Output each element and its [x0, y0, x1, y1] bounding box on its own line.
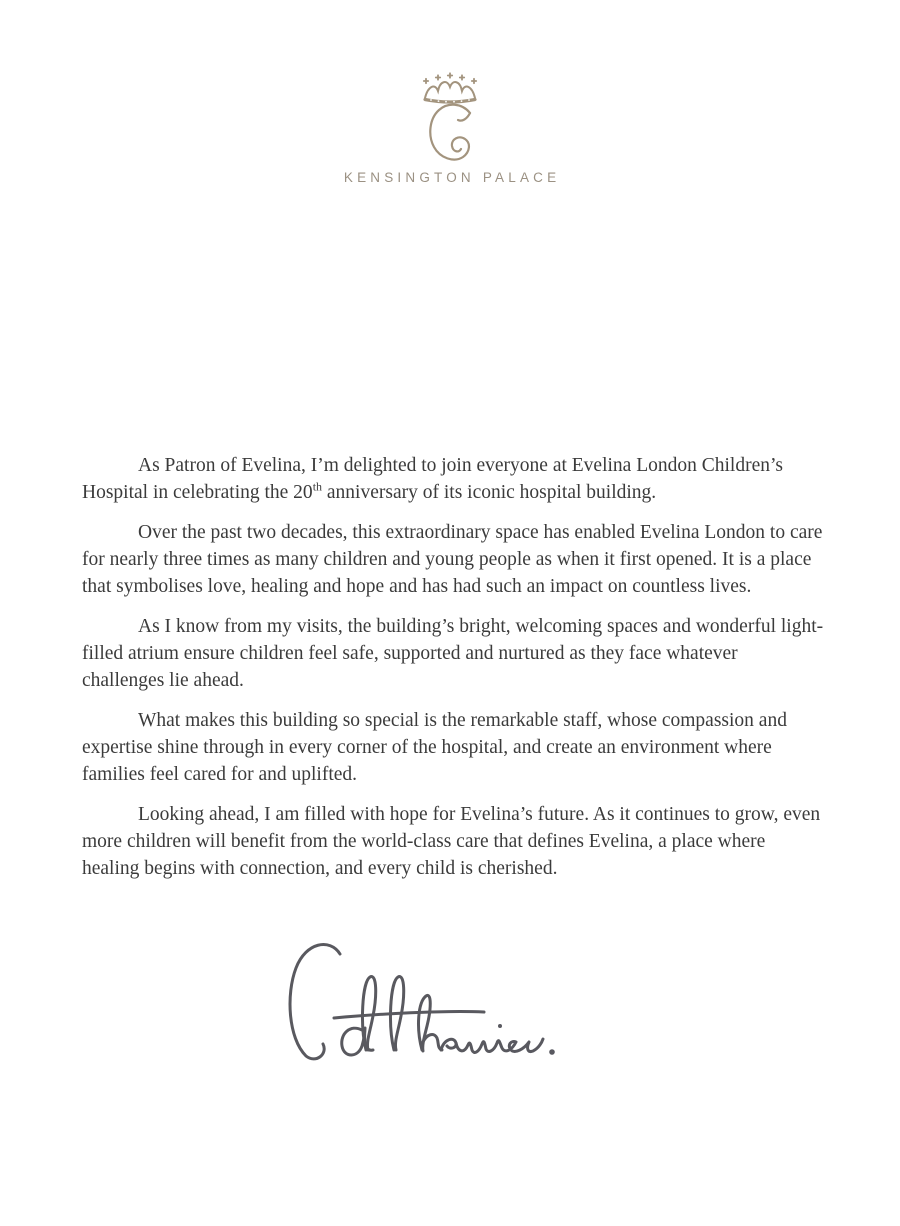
paragraph-5: Looking ahead, I am filled with hope for Evelina’s future. As it continues to grow, even more children will benefit from the world-class care that defines Evelina, a place where healing begins with connection, and every child is cherished.: [82, 804, 821, 879]
paragraph-1-text: As Patron of Evelina, I’m delighted to join everyone at Evelina London Children’s Hospital in celebrating the 20: [82, 455, 783, 503]
paragraph-2: Over the past two decades, this extraordinary space has enabled Evelina London to care for nearly three times as many children and young people as when it first opened. It is a place that symbolises love, healing and hope and has had such an impact on countless lives.: [82, 522, 823, 597]
paragraph-4: What makes this building so special is the remarkable staff, whose compassion and expertise shine through in every corner of the hospital, and create an environment where families feel cared for and uplifted.: [82, 710, 787, 785]
coronet-icon: [418, 72, 482, 106]
monogram-c-icon: [420, 101, 480, 163]
letter-body: [82, 452, 824, 895]
letterhead: [0, 72, 900, 185]
paragraph-1-text-cont: anniversary of its iconic hospital building.: [322, 482, 657, 503]
signature: [276, 942, 596, 1092]
ordinal-superscript: th: [312, 479, 323, 494]
paragraph-3: As I know from my visits, the building’s bright, welcoming spaces and wonderful light-filled atrium ensure children feel safe, supported and nurtured as they face whatever challenges lie ahead.: [82, 616, 824, 691]
signature-catherine-handwriting: [276, 942, 596, 1092]
crest: [0, 72, 900, 163]
paragraph-1: [82, 452, 824, 506]
org-name: KENSINGTON PALACE: [343, 170, 561, 185]
